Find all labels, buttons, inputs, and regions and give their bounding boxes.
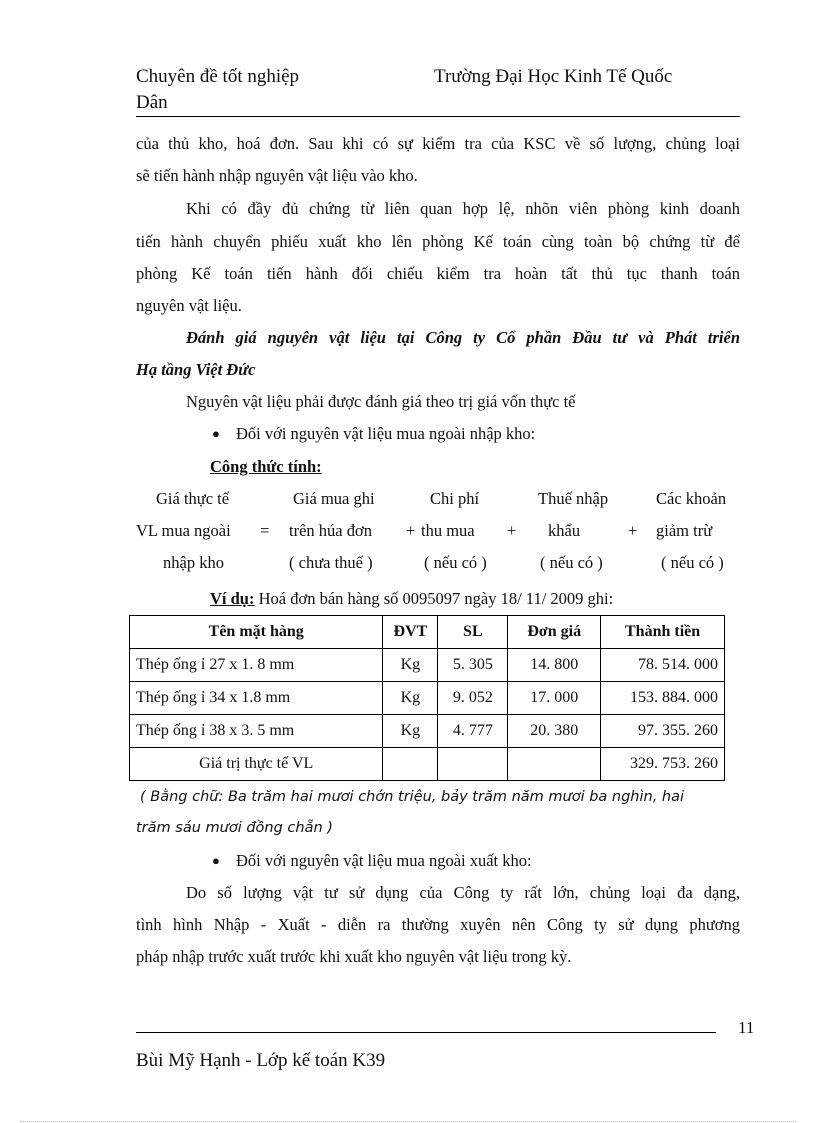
para2-line2: tiến hành chuyển phiếu xuất kho lên phòng Kế toán cùng toàn bộ chứng từ để [136,232,740,251]
cell-amount: 153. 884. 000 [601,682,725,715]
formula-plus-3: + [628,521,638,540]
bullet-dot-1: ● [212,426,220,441]
formula-c3-r2: thu mua [421,521,475,540]
cell-price: 17. 000 [508,682,601,715]
cell-item: Thép ống ỉ 38 x 3. 5 mm [130,715,383,748]
para4-line3: pháp nhập trước xuất trước khi xuất kho nguyên vật liệu trong kỳ. [136,947,572,966]
cell-price: 20. 380 [508,715,601,748]
cell-unit: Kg [383,715,438,748]
header-wrap: Dân [136,92,168,113]
th-qty: SL [438,616,508,649]
example-line [210,583,613,615]
materials-table [129,615,725,781]
header-left: Chuyên đề tốt nghiệp [136,66,300,87]
formula-c2-r2: trên húa đơn [289,521,372,540]
formula-plus-1: + [406,521,416,540]
formula-c2-r3: ( chưa thuế ) [289,553,373,572]
page-edge-dotted [20,1121,796,1122]
cell-empty [438,748,508,781]
para2-line3: phòng Kế toán tiến hành đối chiếu kiểm tra hoàn tất thủ tục thanh toán [136,264,740,283]
bullet-dot-2: ● [212,853,220,868]
in-words-line1: ( Bằng chữ: Ba trăm hai mươi chớn triệu, bảy trăm năm mươi ba nghìn, hai [140,789,685,805]
formula-c5-r2: giảm trừ [656,521,713,540]
para4-line1: Do số lượng vật tư sử dụng của Công ty rất lớn, chủng loại đa dạng, [186,883,740,902]
section-heading-line2: Hạ tầng Việt Đức [136,360,256,379]
cell-empty [508,748,601,781]
header-right: Trường Đại Học Kinh Tế Quốc [434,66,673,87]
cell-amount: 78. 514. 000 [601,649,725,682]
formula-c4-r2: khẩu [548,521,581,540]
formula-c1-r2: VL mua ngoài [136,521,231,540]
cell-total-value: 329. 753. 260 [601,748,725,781]
cell-unit: Kg [383,682,438,715]
footer-author: Bùi Mỹ Hạnh - Lớp kế toán K39 [136,1050,386,1071]
formula-c4-r1: Thuế nhập [538,489,609,508]
para4-line2: tình hình Nhập - Xuất - diễn ra thường xuyên nên Công ty sử dụng phương [136,915,740,934]
example-label: Ví dụ: [210,589,255,608]
in-words-line2: trăm sáu mươi đồng chẵn ) [136,820,333,836]
footer-rule [136,1032,716,1033]
cell-qty: 5. 305 [438,649,508,682]
cell-qty: 9. 052 [438,682,508,715]
formula-c5-r1: Các khoản [656,489,727,508]
table-header-row [130,616,725,649]
cell-item: Thép ống ỉ 27 x 1. 8 mm [130,649,383,682]
formula-c2-r1: Giá mua ghi [293,489,375,508]
cell-qty: 4. 777 [438,715,508,748]
formula-title: Công thức tính: [210,457,322,476]
table-row [130,682,725,715]
formula-c4-r3: ( nếu có ) [540,553,603,572]
formula-c3-r1: Chi phí [430,489,480,508]
formula-c1-r3: nhập kho [163,553,224,572]
formula-c1-r1: Giá thực tế [156,489,230,508]
th-price: Đơn giá [508,616,601,649]
example-text: Hoá đơn bán hàng số 0095097 ngày 18/ 11/ 2009 ghi: [254,589,614,608]
para3: Nguyên vật liệu phải được đánh giá theo trị giá vốn thực tế [186,392,576,411]
footer-page-number: 11 [738,1018,755,1037]
th-amount: Thành tiền [601,616,725,649]
table-row [130,715,725,748]
cell-unit: Kg [383,649,438,682]
table-total-row [130,748,725,781]
cell-amount: 97. 355. 260 [601,715,725,748]
section-heading-line1: Đánh giá nguyên vật liệu tại Công ty Cổ phần Đầu tư và Phát triển [186,328,740,347]
th-unit: ĐVT [383,616,438,649]
header-rule [136,116,740,117]
bullet2-text: Đối với nguyên vật liệu mua ngoài xuất kho: [236,851,532,870]
para1-line1: của thủ kho, hoá đơn. Sau khi có sự kiểm tra của KSC về số lượng, chủng loại [136,134,740,153]
bullet1-text: Đối với nguyên vật liệu mua ngoài nhập kho: [236,424,536,443]
table-row [130,649,725,682]
para2-line1: Khi có đầy đủ chứng từ liên quan hợp lệ, nhõn viên phòng kinh doanh [186,199,740,218]
th-item: Tên mặt hàng [130,616,383,649]
para1-line2: sẽ tiến hành nhập nguyên vật liệu vào kho. [136,166,418,185]
para2-line4: nguyên vật liệu. [136,296,242,315]
formula-equals: = [260,521,270,540]
cell-total-label: Giá trị thực tế VL [130,748,383,781]
formula-c3-r3: ( nếu có ) [424,553,487,572]
cell-empty [383,748,438,781]
cell-price: 14. 800 [508,649,601,682]
formula-plus-2: + [507,521,517,540]
cell-item: Thép ống ỉ 34 x 1.8 mm [130,682,383,715]
formula-c5-r3: ( nếu có ) [661,553,724,572]
